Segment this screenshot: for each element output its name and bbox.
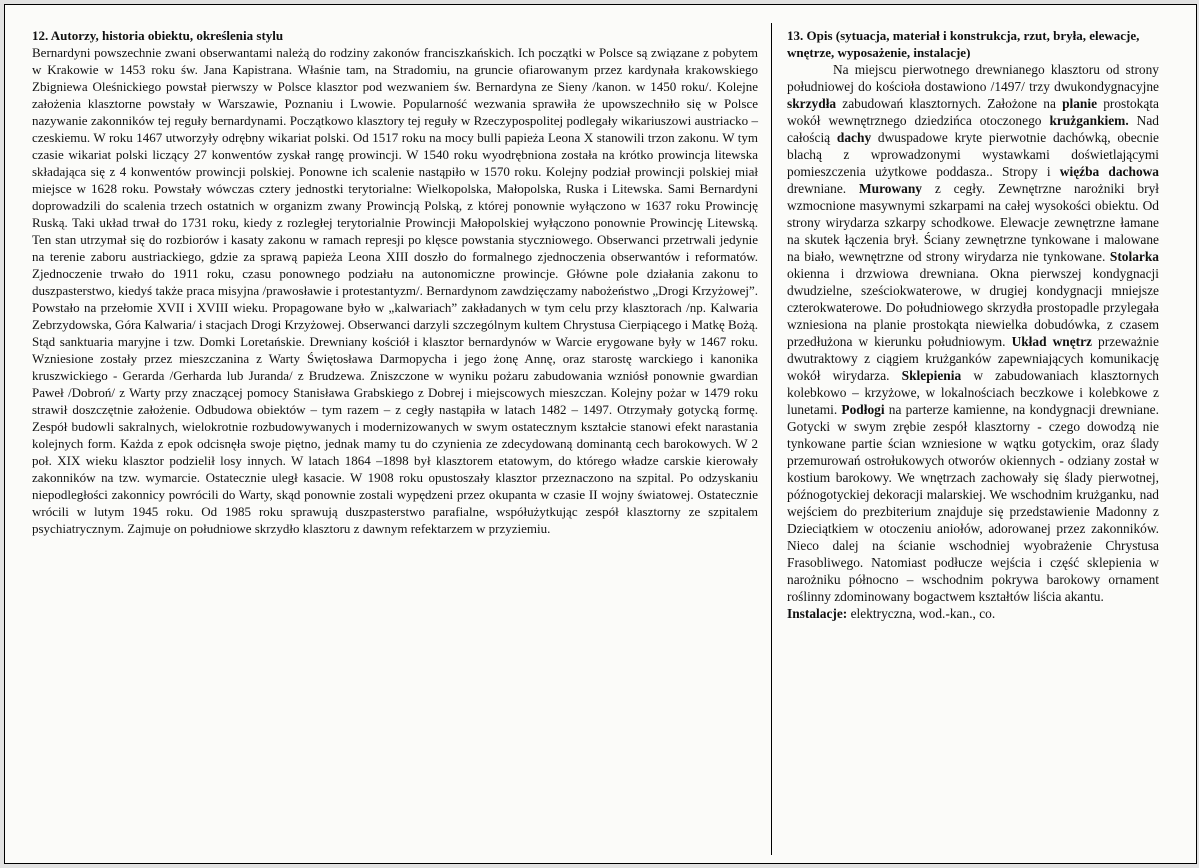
text-run: Nad całością (787, 113, 1159, 145)
text-run: z cegły. Zewnętrzne narożniki brył wzmocnione masywnymi szkarpami na całej wysokości obiektu. Od strony wirydarza szkarpy schodkowe. Elewacje zewnętrzne łamane na skutek łączenia brył. Ściany zewnętrzne tynkowane i malowane na biało, wewnętrzne od strony wirydarza nie tynkowane. (787, 181, 1159, 264)
column-divider (771, 23, 772, 855)
keyword-dachy: dachy (836, 130, 872, 145)
installations-label: Instalacje: (787, 606, 848, 621)
section-13-text (787, 61, 1159, 605)
installations-value: elektryczna, wod.-kan., co. (847, 606, 996, 621)
text-run: w zabudowaniach klasztornych kolebkowo – krzyżowe, w lokalnościach beczkowe i kolebkowe z lunetami. (787, 368, 1159, 417)
section-12-title: 12. Autorzy, historia obiektu, określenia stylu (32, 28, 284, 43)
keyword-planie: planie (1062, 96, 1098, 111)
keyword-sklepienia: Sklepienia (901, 368, 962, 383)
keyword-uklad-wnetrz: Układ wnętrz (1011, 334, 1092, 349)
text-run: zabudowań klasztornych. Założone na (842, 96, 1056, 111)
section-12-text: Bernardyni powszechnie zwani obserwantami należą do rodziny zakonów franciszkańskich. Ich początki w Polsce są związane z pobytem w Krakowie w 1453 roku św. Jana Kapistrana. Właśnie tam, na Stradomiu, na gruncie ofiarowanym przez kardynała krakowskiego Zbigniewa Oleśnickiego powstał pierwszy w Polsce klasztor pod wezwaniem św. Bernardyna ze Sieny /kanon. w 1450 roku/. Kolejne założenia klasztorne powstały w Warszawie, Poznaniu i Lwowie. Popularność wezwania sprawiła że upowszechniło się w Polsce nazywanie zakonników tej reguły bernardynami. Początkowo klasztory tej reguły w Rzeczypospolitej podlegały wikariuszowi austriacko – czeskiemu. W roku 1467 utworzyły odrębny wikariat polski. Od 1517 roku na mocy bulli papieża Leona X stanowili trzon zakonu. W tym czasie wikariat polski liczący 27 konwentów zyskał rangę prowincji. W 1540 roku wyodrębniona została na krótko prowincja litewska składająca się z 4 konwentów prowincji polskiej. Ponowne ich scalenie nastąpiło w 1570 roku. Kolejny podział prowincji polskiej miał miejsce w 1628 roku. Powstały wówczas cztery jednostki terytorialne: Wielkopolska, Małopolska, Ruska i Litewska. Sami Bernardyni doprowadzili do scalenia trzech ostatnich w organizm zwany Prowincją Polską, z której ponownie wyłączono w 1637 roku Prowincję Ruską. Taki układ trwał do 1731 roku, kiedy z rozległej terytorialnie Prowincji Małopolskiej wyłączono ponownie Prowincję Litewską. Ten stan utrzymał się do rozbiorów i kasaty zakonu w ramach represji po klęsce powstania styczniowego. Obserwanci przetrwali jedynie na terenie zaboru austriackiego, gdzie za sprawą papieża Leona XIII doszło do formalnego zjednoczenia obserwantów i reformatów. Zjednoczenie trwało do 1911 roku, czasu ponownego podziału na autonomiczne prowincje. Główne pole działania zakonu to duszpasterstwo, kiedyś także praca misyjna /prawosławie i protestantyzm/. Bernardynom zawdzięczamy nabożeństwo „Drogi Krzyżowej”. Powstało na przełomie XVII i XVIII wieku. Propagowane było w „kalwariach” zakładanych w tym celu przy klasztorach /np. Kalwaria Zebrzydowska, Góra Kalwaria/ i stacjach Drogi Krzyżowej. Obserwanci darzyli szczególnym kultem Chrystusa Cierpiącego i Matkę Bożą. Stąd sanktuaria maryjne i tzw. Domki Loretańskie. Drewniany kościół i klasztor bernardynów w Warcie erygowane były w 1467 roku. Wzniesione zostały przez mieszczanina z Warty Świętosława Darmopycha i jego żonę Annę, oraz starostę warckiego i kanonika kruszwickiego - Gerarda /Gerharda lub Juranda/ z Brudzewa. Zniszczone w wyniku pożaru zabudowania wzniósł ponownie gwardian Paweł /Dobroń/ z Warty przy znaczącej pomocy Stanisława Grabskiego z Dobrej i miejscowych mieszczan. Kolejny pożar w 1479 roku strawił doszczętnie założenie. Odbudowa obiektów – tym razem – z cegły nastąpiła w latach 1482 – 1497. Otrzymały gotycką formę. Zespół budowli sakralnych, wielokrotnie rozbudowywanych i modernizowanych w swym ostatecznym kształcie stanowi efekt narastania kolejnych form. Każda z epok odcisnęła swoje piętno, jednak mamy tu do czynienia ze zdecydowaną dominantą cech barokowych. W 2 poł. XIX wieku klasztor podzielił losy innych. W latach 1864 –1898 był klasztorem etatowym, do którego władze carskie kierowały zakonników na tzw. wymarcie. Ostatecznie uległ kasacie. W 1908 roku opustoszały klasztor przeznaczono na szpital. Po odzyskaniu niepodległości zakonnicy powrócili do Warty, skąd ponownie zostali wypędzeni przez okupanta w czasie II wojny światowej. Ostatecznie wrócili w lutym 1945 roku. Od 1985 roku sprawują duszpasterstwo parafialne, współużytkując zespół klasztorny ze szpitalem psychiatrycznym. Zajmuje on południowe skrzydło klasztoru z dawnym refektarzem w przyziemiu. (32, 45, 758, 536)
text-run: na parterze kamienne, na kondygnacji drewniane. Gotycki w swym zrębie zespół klasztorny - czego dowodzą nie tynkowane partie ścian wzniesione w wątku gotyckim, oraz ślady przemurowań ostrołukowych otworów okiennych - odziany został w kostium barokowy. We wnętrzach zachowały się ślady pierwotnej, późnogotyckiej dekoracji malarskiej. We wschodnim krużganku, nad wejściem do prezbiterium znajduje się przedstawienie Madonny z Dzieciątkiem w otoczeniu aniołów, adorowanej przez zakonników. Nieco dalej na ścianie wschodniej wyobrażenie Chrystusa Frasobliwego. Natomiast podłucze wejścia i część sklepienia w narożniku północno – wschodnim pokrywa barokowy ornament roślinny zdominowany bogactwem kształtów liścia akantu. (787, 402, 1159, 604)
text-run: przeważnie dwutraktowy z ciągiem krużganków zapewniających komunikację wokół wirydarza. (787, 334, 1159, 383)
document-sheet (4, 4, 1197, 864)
section-12 (32, 27, 758, 537)
section-13 (787, 27, 1159, 622)
text-run: okienna i drzwiowa drewniana. Okna pierwszej kondygnacji dwudzielne, sześciokwaterowe, w drugiej kondygnacji mniejsze czterokwaterowe. Do południowego skrzydła prostopadle przylegała wzniesiona na planie prostokąta niewielka dobudówka, z czasem przedłużona w kierunku południowym. (787, 266, 1159, 349)
text-run: drewniane. (787, 181, 847, 196)
text-run: Na miejscu pierwotnego drewnianego klasztoru od strony południowej do kościoła dostawiono /1497/ trzy dwukondygnacyjne (787, 62, 1159, 94)
keyword-murowany: Murowany (858, 181, 922, 196)
keyword-wiezba-dachowa: więźba dachowa (1059, 164, 1159, 179)
section-13-title: 13. Opis (sytuacja, materiał i konstrukcja, rzut, bryła, elewacje, wnętrze, wyposażenie, instalacje) (787, 28, 1140, 60)
keyword-skrzydla: skrzydła (787, 96, 837, 111)
text-run: prostokąta wokół wewnętrznego dziedzińca otoczonego (787, 96, 1159, 128)
keyword-stolarka: Stolarka (1109, 249, 1159, 264)
keyword-kruzgankiem: krużgankiem. (1049, 113, 1129, 128)
installations-line (787, 605, 1159, 622)
keyword-podlogi: Podłogi (841, 402, 885, 417)
text-run: dwuspadowe kryte pierwotnie dachówką, obecnie blachą z wprowadzonymi wystawkami doświetlającymi pomieszczenia użytkowe poddasza.. Stropy i (787, 130, 1159, 179)
